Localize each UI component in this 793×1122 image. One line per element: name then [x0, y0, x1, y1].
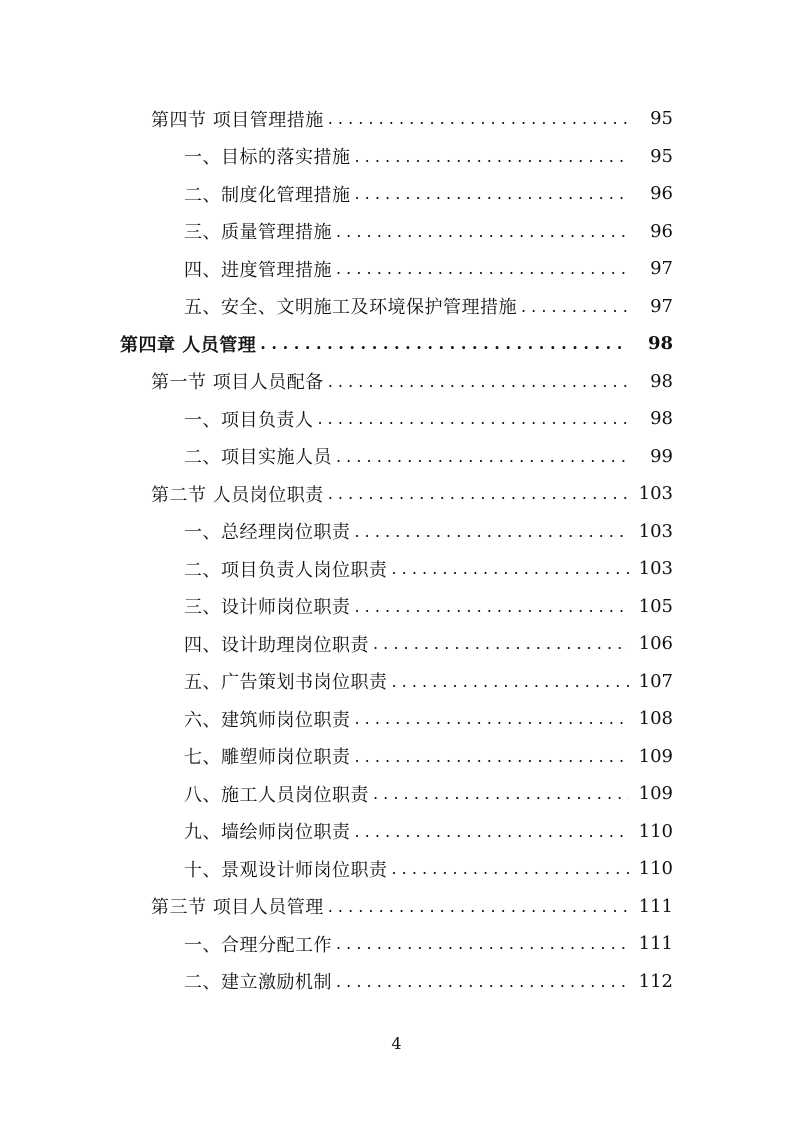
toc-entry-page-number: 105: [638, 595, 673, 617]
toc-entry-title: 二、项目实施人员: [184, 447, 332, 469]
toc-dot-leader: [318, 409, 630, 428]
toc-dot-leader: [392, 859, 630, 878]
toc-dot-leader: [355, 147, 630, 166]
toc-entry-title: 二、建立激励机制: [184, 972, 332, 994]
toc-subsection-entry[interactable]: [0, 663, 793, 701]
toc-entry-page-number: 107: [638, 670, 673, 692]
toc-entry-title: 二、项目负责人岗位职责: [184, 559, 388, 581]
toc-entry-title: 第四章 人员管理: [120, 334, 257, 356]
toc-dot-leader: [373, 634, 629, 653]
toc-entry-page-number: 108: [638, 708, 673, 730]
toc-section-entry[interactable]: [0, 888, 793, 926]
toc-subsection-entry[interactable]: [0, 400, 793, 438]
toc-entry-page-number: 110: [638, 858, 673, 880]
toc-entry-page-number: 111: [638, 895, 673, 917]
toc-dot-leader: [355, 709, 630, 728]
toc-subsection-entry[interactable]: [0, 513, 793, 551]
toc-entry-title: 第一节 项目人员配备: [151, 372, 324, 394]
toc-entry-page-number: 95: [650, 108, 673, 130]
toc-entry-title: 三、质量管理措施: [184, 222, 332, 244]
toc-entry-title: 十、景观设计师岗位职责: [184, 859, 388, 881]
toc-entry-page-number: 97: [650, 258, 673, 280]
toc-entry-page-number: 98: [647, 333, 673, 355]
toc-dot-leader: [260, 334, 629, 353]
toc-entry-page-number: 99: [650, 445, 673, 467]
toc-entry-title: 六、建筑师岗位职责: [184, 709, 351, 731]
toc-dot-leader: [328, 484, 629, 503]
toc-section-entry[interactable]: [0, 100, 793, 138]
toc-entry-page-number: 109: [638, 745, 673, 767]
toc-entry-page-number: 110: [638, 820, 673, 842]
toc-subsection-entry[interactable]: [0, 213, 793, 251]
toc-entry-title: 八、施工人员岗位职责: [184, 784, 369, 806]
toc-entry-page-number: 97: [650, 295, 673, 317]
toc-subsection-entry[interactable]: [0, 288, 793, 326]
toc-entry-title: 九、墙绘师岗位职责: [184, 822, 351, 844]
toc-dot-leader: [336, 447, 629, 466]
toc-entry-title: 四、设计助理岗位职责: [184, 634, 369, 656]
toc-subsection-entry[interactable]: [0, 550, 793, 588]
toc-entry-page-number: 103: [638, 483, 673, 505]
toc-entry-title: 一、合理分配工作: [184, 934, 332, 956]
toc-entry-page-number: 103: [638, 558, 673, 580]
toc-subsection-entry[interactable]: [0, 625, 793, 663]
toc-subsection-entry[interactable]: [0, 138, 793, 176]
toc-entry-page-number: 103: [638, 520, 673, 542]
toc-dot-leader: [336, 972, 629, 991]
toc-entry-title: 四、进度管理措施: [184, 259, 332, 281]
toc-dot-leader: [373, 784, 629, 803]
toc-section-entry[interactable]: [0, 475, 793, 513]
toc-entry-title: 一、目标的落实措施: [184, 147, 351, 169]
toc-entry-title: 一、总经理岗位职责: [184, 522, 351, 544]
toc-subsection-entry[interactable]: [0, 438, 793, 476]
toc-subsection-entry[interactable]: [0, 963, 793, 1001]
table-of-contents: [0, 100, 793, 1000]
toc-dot-leader: [392, 672, 630, 691]
toc-entry-title: 二、制度化管理措施: [184, 184, 351, 206]
toc-entry-title: 第四节 项目管理措施: [151, 109, 324, 131]
toc-entry-title: 五、安全、文明施工及环境保护管理措施: [184, 297, 517, 319]
toc-entry-title: 三、设计师岗位职责: [184, 597, 351, 619]
page-number: 4: [391, 1034, 402, 1053]
toc-dot-leader: [355, 597, 630, 616]
toc-entry-title: 五、广告策划书岗位职责: [184, 672, 388, 694]
toc-section-entry[interactable]: [0, 363, 793, 401]
toc-dot-leader: [355, 822, 630, 841]
toc-entry-title: 一、项目负责人: [184, 409, 314, 431]
toc-dot-leader: [328, 109, 629, 128]
toc-subsection-entry[interactable]: [0, 925, 793, 963]
toc-entry-page-number: 106: [638, 633, 673, 655]
toc-subsection-entry[interactable]: [0, 850, 793, 888]
toc-subsection-entry[interactable]: [0, 813, 793, 851]
toc-subsection-entry[interactable]: [0, 738, 793, 776]
toc-dot-leader: [392, 559, 630, 578]
toc-subsection-entry[interactable]: [0, 175, 793, 213]
toc-entry-page-number: 112: [638, 970, 673, 992]
toc-dot-leader: [328, 372, 629, 391]
toc-entry-title: 第二节 人员岗位职责: [151, 484, 324, 506]
toc-dot-leader: [521, 297, 629, 316]
toc-entry-page-number: 98: [650, 370, 673, 392]
toc-entry-page-number: 96: [650, 183, 673, 205]
toc-subsection-entry[interactable]: [0, 588, 793, 626]
toc-entry-page-number: 111: [638, 933, 673, 955]
toc-dot-leader: [355, 184, 630, 203]
toc-dot-leader: [336, 222, 629, 241]
toc-dot-leader: [336, 259, 629, 278]
toc-entry-title: 七、雕塑师岗位职责: [184, 747, 351, 769]
toc-subsection-entry[interactable]: [0, 700, 793, 738]
toc-subsection-entry[interactable]: [0, 250, 793, 288]
toc-entry-page-number: 98: [650, 408, 673, 430]
toc-entry-page-number: 95: [650, 145, 673, 167]
toc-dot-leader: [355, 747, 630, 766]
toc-dot-leader: [328, 897, 629, 916]
toc-dot-leader: [336, 934, 629, 953]
toc-entry-title: 第三节 项目人员管理: [151, 897, 324, 919]
toc-entry-page-number: 109: [638, 783, 673, 805]
toc-subsection-entry[interactable]: [0, 775, 793, 813]
toc-entry-page-number: 96: [650, 220, 673, 242]
toc-dot-leader: [355, 522, 630, 541]
toc-chapter-entry[interactable]: [0, 325, 793, 363]
